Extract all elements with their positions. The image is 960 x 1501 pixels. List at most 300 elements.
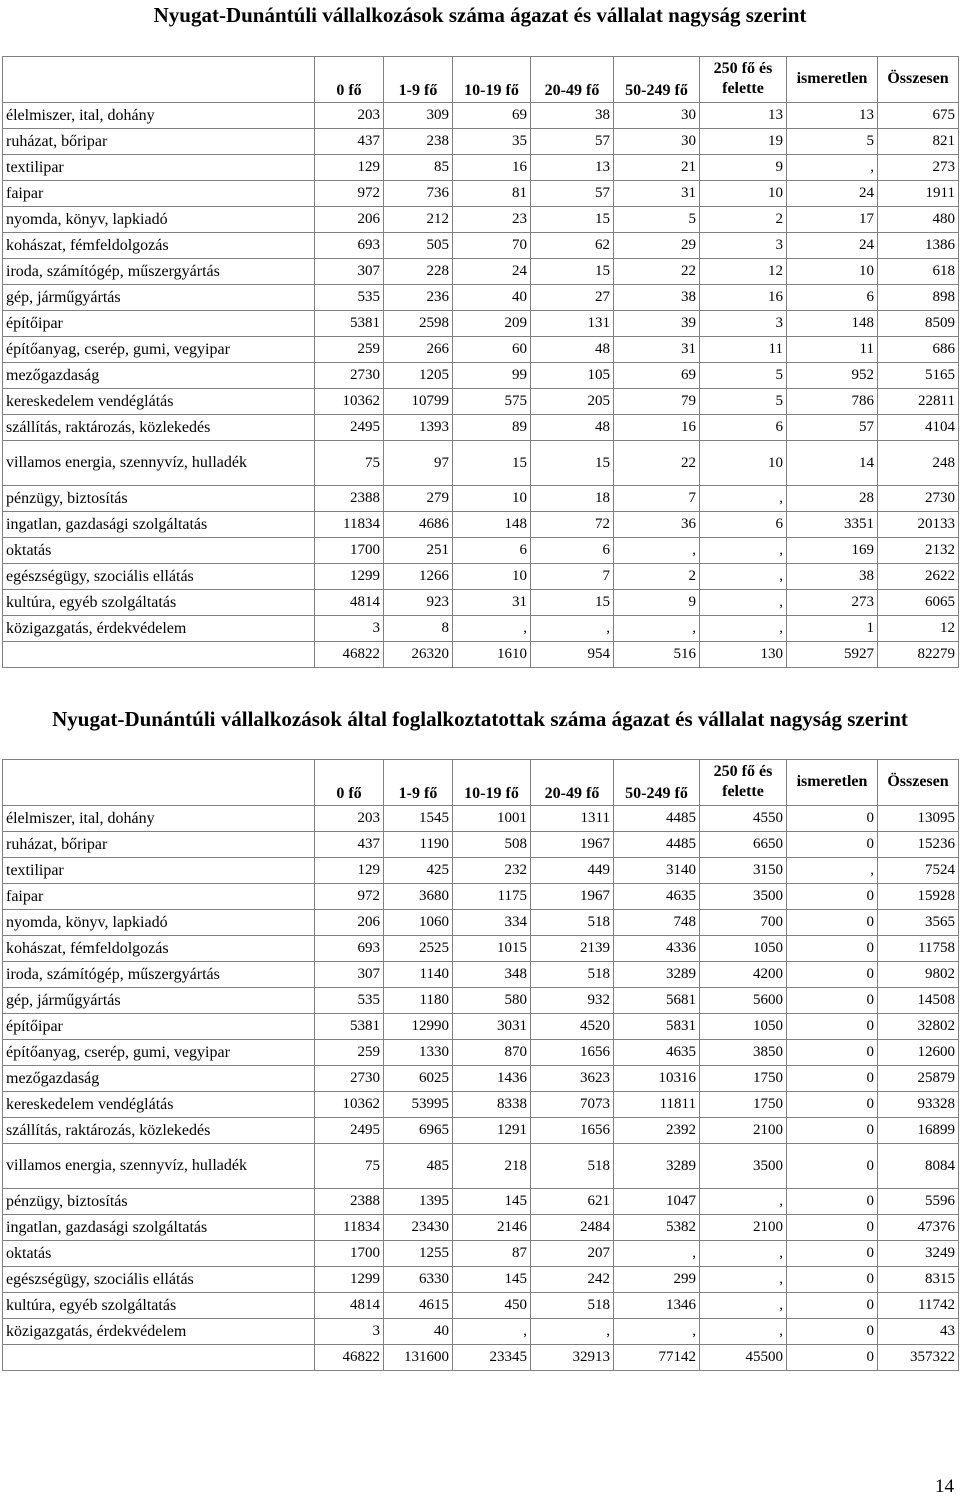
table-cell: 693	[315, 233, 384, 259]
table-cell: 238	[384, 129, 453, 155]
row-label: iroda, számítógép, műszergyártás	[3, 259, 315, 285]
table-cell: 0	[787, 1014, 878, 1040]
table-cell: 46822	[315, 642, 384, 668]
table-cell: 35	[453, 129, 531, 155]
table-cell: ,	[614, 616, 700, 642]
table-cell: 437	[315, 832, 384, 858]
table-cell: 3249	[878, 1241, 959, 1267]
table-cell: 212	[384, 207, 453, 233]
table-cell: ,	[700, 590, 787, 616]
row-label: építőipar	[3, 311, 315, 337]
table-cell: 9	[700, 155, 787, 181]
table-cell: 31	[453, 590, 531, 616]
row-label: közigazgatás, érdekvédelem	[3, 616, 315, 642]
table-cell: 1175	[453, 884, 531, 910]
table-cell: 10	[700, 181, 787, 207]
table-cell: 48	[531, 415, 614, 441]
row-label: élelmiszer, ital, dohány	[3, 103, 315, 129]
table-cell: 70	[453, 233, 531, 259]
table-cell: 932	[531, 988, 614, 1014]
table-cell: 2730	[315, 1066, 384, 1092]
table-cell: 15	[531, 441, 614, 486]
table-cell: 4686	[384, 512, 453, 538]
row-label: textilipar	[3, 155, 315, 181]
row-label: gép, járműgyártás	[3, 988, 315, 1014]
table-cell: 575	[453, 389, 531, 415]
table-cell: 1015	[453, 936, 531, 962]
table-cell: 1205	[384, 363, 453, 389]
row-label: mezőgazdaság	[3, 363, 315, 389]
table-cell: 952	[787, 363, 878, 389]
table-cell: 14508	[878, 988, 959, 1014]
table-cell: 8338	[453, 1092, 531, 1118]
table-cell: 72	[531, 512, 614, 538]
table-cell: 4485	[614, 832, 700, 858]
table-cell: 242	[531, 1267, 614, 1293]
table-cell: 4550	[700, 806, 787, 832]
header-row	[3, 57, 959, 103]
table-cell: 1436	[453, 1066, 531, 1092]
table-cell: ,	[700, 486, 787, 512]
table-cell: 232	[453, 858, 531, 884]
table-row	[3, 1014, 959, 1040]
table-cell: 15236	[878, 832, 959, 858]
table-row	[3, 441, 959, 486]
column-header: ismeretlen	[787, 760, 878, 806]
table-cell: 6065	[878, 590, 959, 616]
table-cell: 10	[453, 564, 531, 590]
table-cell: 437	[315, 129, 384, 155]
table-cell: 3	[700, 233, 787, 259]
table-cell: 972	[315, 884, 384, 910]
table-cell: 0	[787, 1215, 878, 1241]
table-cell: 3500	[700, 1144, 787, 1189]
table-cell: 0	[787, 1267, 878, 1293]
table-cell: 1386	[878, 233, 959, 259]
table-cell: 5	[614, 207, 700, 233]
table-cell: 87	[453, 1241, 531, 1267]
table-cell: 8509	[878, 311, 959, 337]
table-cell: 0	[787, 1241, 878, 1267]
table-cell: ,	[614, 1241, 700, 1267]
table-cell: 75	[315, 441, 384, 486]
row-label: nyomda, könyv, lapkiadó	[3, 207, 315, 233]
table-cell: 580	[453, 988, 531, 1014]
table-row	[3, 389, 959, 415]
table-cell: 3565	[878, 910, 959, 936]
table-cell: 1346	[614, 1293, 700, 1319]
table-cell: 45500	[700, 1345, 787, 1371]
table-cell: 9	[614, 590, 700, 616]
table-cell: 25879	[878, 1066, 959, 1092]
table-row	[3, 363, 959, 389]
table-cell: 5600	[700, 988, 787, 1014]
table-cell: 206	[315, 910, 384, 936]
table-cell: 81	[453, 181, 531, 207]
table-cell: 4336	[614, 936, 700, 962]
table-row	[3, 884, 959, 910]
table-cell: 675	[878, 103, 959, 129]
table-cell: 535	[315, 988, 384, 1014]
column-header: 0 fő	[315, 760, 384, 806]
table-cell: 2100	[700, 1215, 787, 1241]
table-cell: 1180	[384, 988, 453, 1014]
table-cell: 23	[453, 207, 531, 233]
table-cell: 2495	[315, 415, 384, 441]
table-cell: 480	[878, 207, 959, 233]
column-header: 0 fő	[315, 57, 384, 103]
table-cell: ,	[531, 1319, 614, 1345]
table-cell: 0	[787, 962, 878, 988]
table-cell: 1050	[700, 1014, 787, 1040]
table-cell: 279	[384, 486, 453, 512]
table-row	[3, 962, 959, 988]
table-cell: 16	[453, 155, 531, 181]
table-cell: 0	[787, 1319, 878, 1345]
table-cell: ,	[700, 1293, 787, 1319]
table-cell: 205	[531, 389, 614, 415]
table-cell: 11811	[614, 1092, 700, 1118]
row-label: ingatlan, gazdasági szolgáltatás	[3, 512, 315, 538]
table-cell: 618	[878, 259, 959, 285]
table-cell: 97	[384, 441, 453, 486]
table-cell: 518	[531, 910, 614, 936]
column-header: ismeretlen	[787, 57, 878, 103]
row-label: élelmiszer, ital, dohány	[3, 806, 315, 832]
table-cell: 15928	[878, 884, 959, 910]
table-cell: 82279	[878, 642, 959, 668]
table-cell: 8084	[878, 1144, 959, 1189]
table-cell: 3500	[700, 884, 787, 910]
table-cell: 6	[453, 538, 531, 564]
table-cell: 2484	[531, 1215, 614, 1241]
table-cell: ,	[531, 616, 614, 642]
table-cell: 4615	[384, 1293, 453, 1319]
table-cell: ,	[700, 564, 787, 590]
table-row	[3, 103, 959, 129]
table-cell: 1656	[531, 1118, 614, 1144]
table-cell: 12600	[878, 1040, 959, 1066]
table-cell: 130	[700, 642, 787, 668]
table-row	[3, 233, 959, 259]
table-cell: 5831	[614, 1014, 700, 1040]
table-cell: 17	[787, 207, 878, 233]
table-cell: 218	[453, 1144, 531, 1189]
table-cell: 2392	[614, 1118, 700, 1144]
table-cell: 1750	[700, 1066, 787, 1092]
table-cell: 821	[878, 129, 959, 155]
table-cell: 309	[384, 103, 453, 129]
table-cell: 10	[787, 259, 878, 285]
row-label: textilipar	[3, 858, 315, 884]
table-cell: 3	[700, 311, 787, 337]
table-cell: 2525	[384, 936, 453, 962]
table-cell: 1311	[531, 806, 614, 832]
table-cell: 786	[787, 389, 878, 415]
table-cell: 3289	[614, 1144, 700, 1189]
table-row	[3, 207, 959, 233]
table-cell: 686	[878, 337, 959, 363]
table-cell: 870	[453, 1040, 531, 1066]
table-cell: 273	[878, 155, 959, 181]
table-cell: 2132	[878, 538, 959, 564]
table-cell: 9802	[878, 962, 959, 988]
table-cell: 10362	[315, 389, 384, 415]
table-row	[3, 1118, 959, 1144]
header-corner	[3, 57, 315, 103]
table-cell: 1060	[384, 910, 453, 936]
table-cell: 748	[614, 910, 700, 936]
table-cell: 10362	[315, 1092, 384, 1118]
table-cell: 8	[384, 616, 453, 642]
header-row	[3, 760, 959, 806]
table-cell: 6330	[384, 1267, 453, 1293]
table-cell: ,	[700, 1241, 787, 1267]
table-cell: 7	[531, 564, 614, 590]
table-row	[3, 858, 959, 884]
row-label: kereskedelem vendéglátás	[3, 1092, 315, 1118]
table-row	[3, 181, 959, 207]
table-cell: 79	[614, 389, 700, 415]
table-cell: ,	[700, 1267, 787, 1293]
table-cell: 2622	[878, 564, 959, 590]
table-row	[3, 538, 959, 564]
table-cell: 6965	[384, 1118, 453, 1144]
table-cell: 2388	[315, 1189, 384, 1215]
table-cell: 0	[787, 936, 878, 962]
column-header: Összesen	[878, 57, 959, 103]
table-cell: 10799	[384, 389, 453, 415]
table-cell: 535	[315, 285, 384, 311]
table-cell: 3	[315, 1319, 384, 1345]
row-label: kultúra, egyéb szolgáltatás	[3, 1293, 315, 1319]
table-cell: 57	[787, 415, 878, 441]
table-cell: 57	[531, 129, 614, 155]
table-cell: 2146	[453, 1215, 531, 1241]
table-cell: 77142	[614, 1345, 700, 1371]
table-1-title: Nyugat-Dunántúli vállalkozások száma ágazat és vállalat nagyság szerint	[153, 3, 807, 27]
table-row	[3, 806, 959, 832]
table-cell: 206	[315, 207, 384, 233]
table-row	[3, 1241, 959, 1267]
table-cell: 148	[453, 512, 531, 538]
table-cell: 145	[453, 1267, 531, 1293]
table-cell: 12990	[384, 1014, 453, 1040]
table-cell: 53995	[384, 1092, 453, 1118]
table-cell: 259	[315, 1040, 384, 1066]
row-label: szállítás, raktározás, közlekedés	[3, 1118, 315, 1144]
table-cell: 131	[531, 311, 614, 337]
table-cell: 18	[531, 486, 614, 512]
table-cell: 3140	[614, 858, 700, 884]
table-cell: 31	[614, 181, 700, 207]
table-cell: 0	[787, 832, 878, 858]
table-cell: 1700	[315, 538, 384, 564]
row-label: gép, járműgyártás	[3, 285, 315, 311]
table-cell: 22811	[878, 389, 959, 415]
column-header: 50-249 fő	[614, 760, 700, 806]
row-label	[3, 642, 315, 668]
table-cell: 228	[384, 259, 453, 285]
table-cell: 236	[384, 285, 453, 311]
table-cell: 972	[315, 181, 384, 207]
table-cell: 248	[878, 441, 959, 486]
row-label: pénzügy, biztosítás	[3, 486, 315, 512]
table-cell: 2388	[315, 486, 384, 512]
row-label: kohászat, fémfeldolgozás	[3, 233, 315, 259]
table-cell: 0	[787, 1144, 878, 1189]
table-cell: 357322	[878, 1345, 959, 1371]
table-cell: ,	[700, 1189, 787, 1215]
table-cell: ,	[787, 155, 878, 181]
table-cell: 518	[531, 1144, 614, 1189]
table-cell: 12	[878, 616, 959, 642]
table-row	[3, 988, 959, 1014]
table-cell: 4200	[700, 962, 787, 988]
table-cell: 60	[453, 337, 531, 363]
table-cell: 129	[315, 155, 384, 181]
table-cell: 3150	[700, 858, 787, 884]
table-cell: 1395	[384, 1189, 453, 1215]
table-cell: 0	[787, 1189, 878, 1215]
table-cell: 10	[700, 441, 787, 486]
table-cell: 693	[315, 936, 384, 962]
table-cell: 736	[384, 181, 453, 207]
table-cell: 57	[531, 181, 614, 207]
table-cell: 20133	[878, 512, 959, 538]
table-cell: 6	[700, 415, 787, 441]
row-label: egészségügy, szociális ellátás	[3, 1267, 315, 1293]
table-cell: 1047	[614, 1189, 700, 1215]
table-cell: 11	[787, 337, 878, 363]
column-header: 50-249 fő	[614, 57, 700, 103]
table-cell: 4814	[315, 590, 384, 616]
table-cell: ,	[614, 538, 700, 564]
table-cell: 38	[531, 103, 614, 129]
table-cell: 2730	[315, 363, 384, 389]
column-header: 250 fő és felette	[700, 57, 787, 103]
table-row	[3, 259, 959, 285]
table-2-title: Nyugat-Dunántúli vállalkozások által foglalkoztatottak száma ágazat és vállalat nagyság szerint	[52, 707, 908, 731]
table-cell: 23430	[384, 1215, 453, 1241]
table-row	[3, 1066, 959, 1092]
header-corner	[3, 760, 315, 806]
table-cell: 5381	[315, 1014, 384, 1040]
row-label: nyomda, könyv, lapkiadó	[3, 910, 315, 936]
table-cell: 307	[315, 259, 384, 285]
table-cell: 99	[453, 363, 531, 389]
row-label: kereskedelem vendéglátás	[3, 389, 315, 415]
page-number: 14	[935, 1476, 954, 1497]
table-row	[3, 1040, 959, 1066]
row-label: villamos energia, szennyvíz, hulladék	[3, 1144, 315, 1189]
table-cell: 5165	[878, 363, 959, 389]
table-cell: 22	[614, 441, 700, 486]
employee-count-table	[2, 759, 959, 1371]
table-cell: 93328	[878, 1092, 959, 1118]
table-cell: 30	[614, 129, 700, 155]
table-cell: 485	[384, 1144, 453, 1189]
table-row	[3, 1293, 959, 1319]
table-cell: ,	[453, 1319, 531, 1345]
table-cell: 5681	[614, 988, 700, 1014]
table-cell: 3623	[531, 1066, 614, 1092]
table-cell: 3	[315, 616, 384, 642]
column-header: 10-19 fő	[453, 760, 531, 806]
table-row	[3, 590, 959, 616]
table-cell: 505	[384, 233, 453, 259]
table-cell: 13	[787, 103, 878, 129]
row-label: szállítás, raktározás, közlekedés	[3, 415, 315, 441]
table-cell: 16	[700, 285, 787, 311]
table-cell: 11742	[878, 1293, 959, 1319]
table-cell: 28	[787, 486, 878, 512]
table-row	[3, 512, 959, 538]
table-cell: 1545	[384, 806, 453, 832]
row-label: közigazgatás, érdekvédelem	[3, 1319, 315, 1345]
table-cell: 24	[787, 233, 878, 259]
column-header: 20-49 fő	[531, 57, 614, 103]
table-cell: 4635	[614, 1040, 700, 1066]
table-cell: 923	[384, 590, 453, 616]
table-cell: 38	[787, 564, 878, 590]
table-cell: 21	[614, 155, 700, 181]
row-label: építőipar	[3, 1014, 315, 1040]
table-cell: ,	[614, 1319, 700, 1345]
table-cell: 259	[315, 337, 384, 363]
table-cell: 1001	[453, 806, 531, 832]
table-cell: 3289	[614, 962, 700, 988]
table-row	[3, 415, 959, 441]
row-label: faipar	[3, 181, 315, 207]
table-cell: 251	[384, 538, 453, 564]
table-cell: 69	[453, 103, 531, 129]
row-label: villamos energia, szennyvíz, hulladék	[3, 441, 315, 486]
table-cell: 62	[531, 233, 614, 259]
table-cell: 13	[700, 103, 787, 129]
table-cell: 7524	[878, 858, 959, 884]
table-cell: 1967	[531, 884, 614, 910]
table-cell: 5382	[614, 1215, 700, 1241]
table-cell: 2	[614, 564, 700, 590]
table-cell: 11834	[315, 512, 384, 538]
table-cell: 40	[453, 285, 531, 311]
table-cell: 24	[453, 259, 531, 285]
table-cell: ,	[453, 616, 531, 642]
table-row	[3, 129, 959, 155]
row-label: ingatlan, gazdasági szolgáltatás	[3, 1215, 315, 1241]
table-cell: 2139	[531, 936, 614, 962]
table-cell: 1140	[384, 962, 453, 988]
row-label: mezőgazdaság	[3, 1066, 315, 1092]
table-cell: 1330	[384, 1040, 453, 1066]
table-row	[3, 311, 959, 337]
table-cell: 5596	[878, 1189, 959, 1215]
table-cell: 3351	[787, 512, 878, 538]
row-label: kohászat, fémfeldolgozás	[3, 936, 315, 962]
row-label: iroda, számítógép, műszergyártás	[3, 962, 315, 988]
table-cell: 1266	[384, 564, 453, 590]
table-cell: 1656	[531, 1040, 614, 1066]
table-cell: 39	[614, 311, 700, 337]
table-cell: 4814	[315, 1293, 384, 1319]
table-cell: 3031	[453, 1014, 531, 1040]
table-cell: 2495	[315, 1118, 384, 1144]
table-cell: 1291	[453, 1118, 531, 1144]
table-cell: 518	[531, 962, 614, 988]
table-cell: 40	[384, 1319, 453, 1345]
table-cell: 32802	[878, 1014, 959, 1040]
